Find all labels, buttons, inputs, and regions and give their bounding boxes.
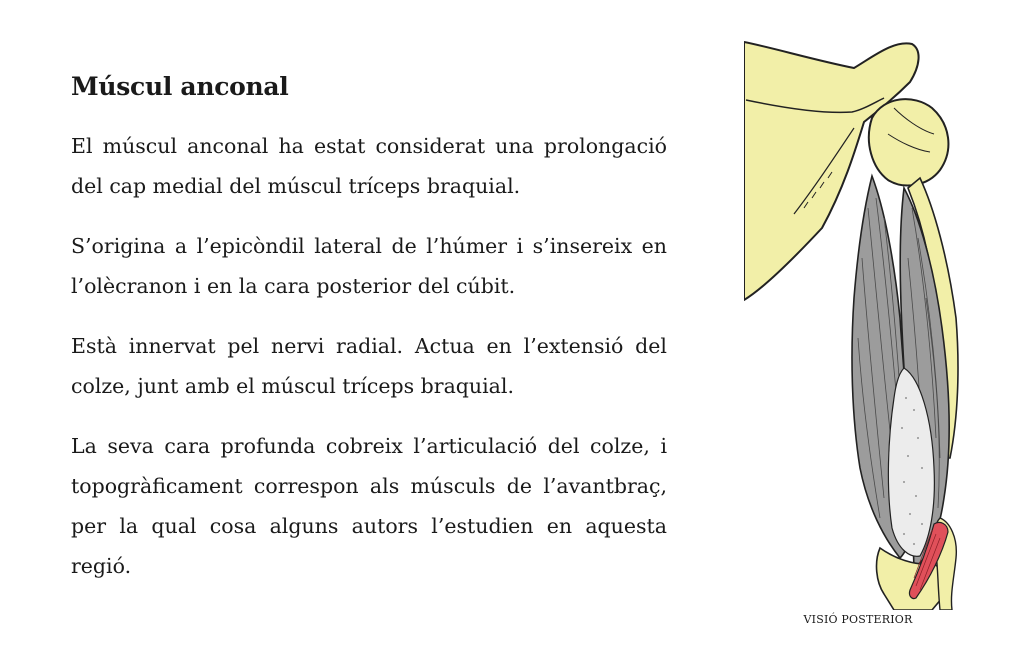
figure-caption: VISIÓ POSTERIOR bbox=[803, 613, 913, 626]
anatomical-illustration bbox=[744, 38, 972, 610]
paragraph-innervation-action: Està innervat pel nervi radial. Actua en l’extensió del colze, junt amb el múscul tríceps braquial. bbox=[71, 334, 667, 398]
humeral-head-bone bbox=[869, 99, 949, 185]
page-title: Múscul anconal bbox=[71, 72, 289, 101]
paragraph-description: El múscul anconal ha estat considerat una prolongació del cap medial del múscul tríceps braquial. bbox=[71, 134, 667, 198]
article-body bbox=[71, 66, 667, 606]
paragraph-origin-insertion: S’origina a l’epicòndil lateral de l’húmer i s’insereix en l’olècranon i en la cara posterior del cúbit. bbox=[71, 234, 667, 298]
paragraph-topography: La seva cara profunda cobreix l’articulació del colze, i topogràficament correspon als músculs de l’avantbraç, per la qual cosa alguns autors l’estudien en aquesta regió. bbox=[71, 434, 667, 578]
